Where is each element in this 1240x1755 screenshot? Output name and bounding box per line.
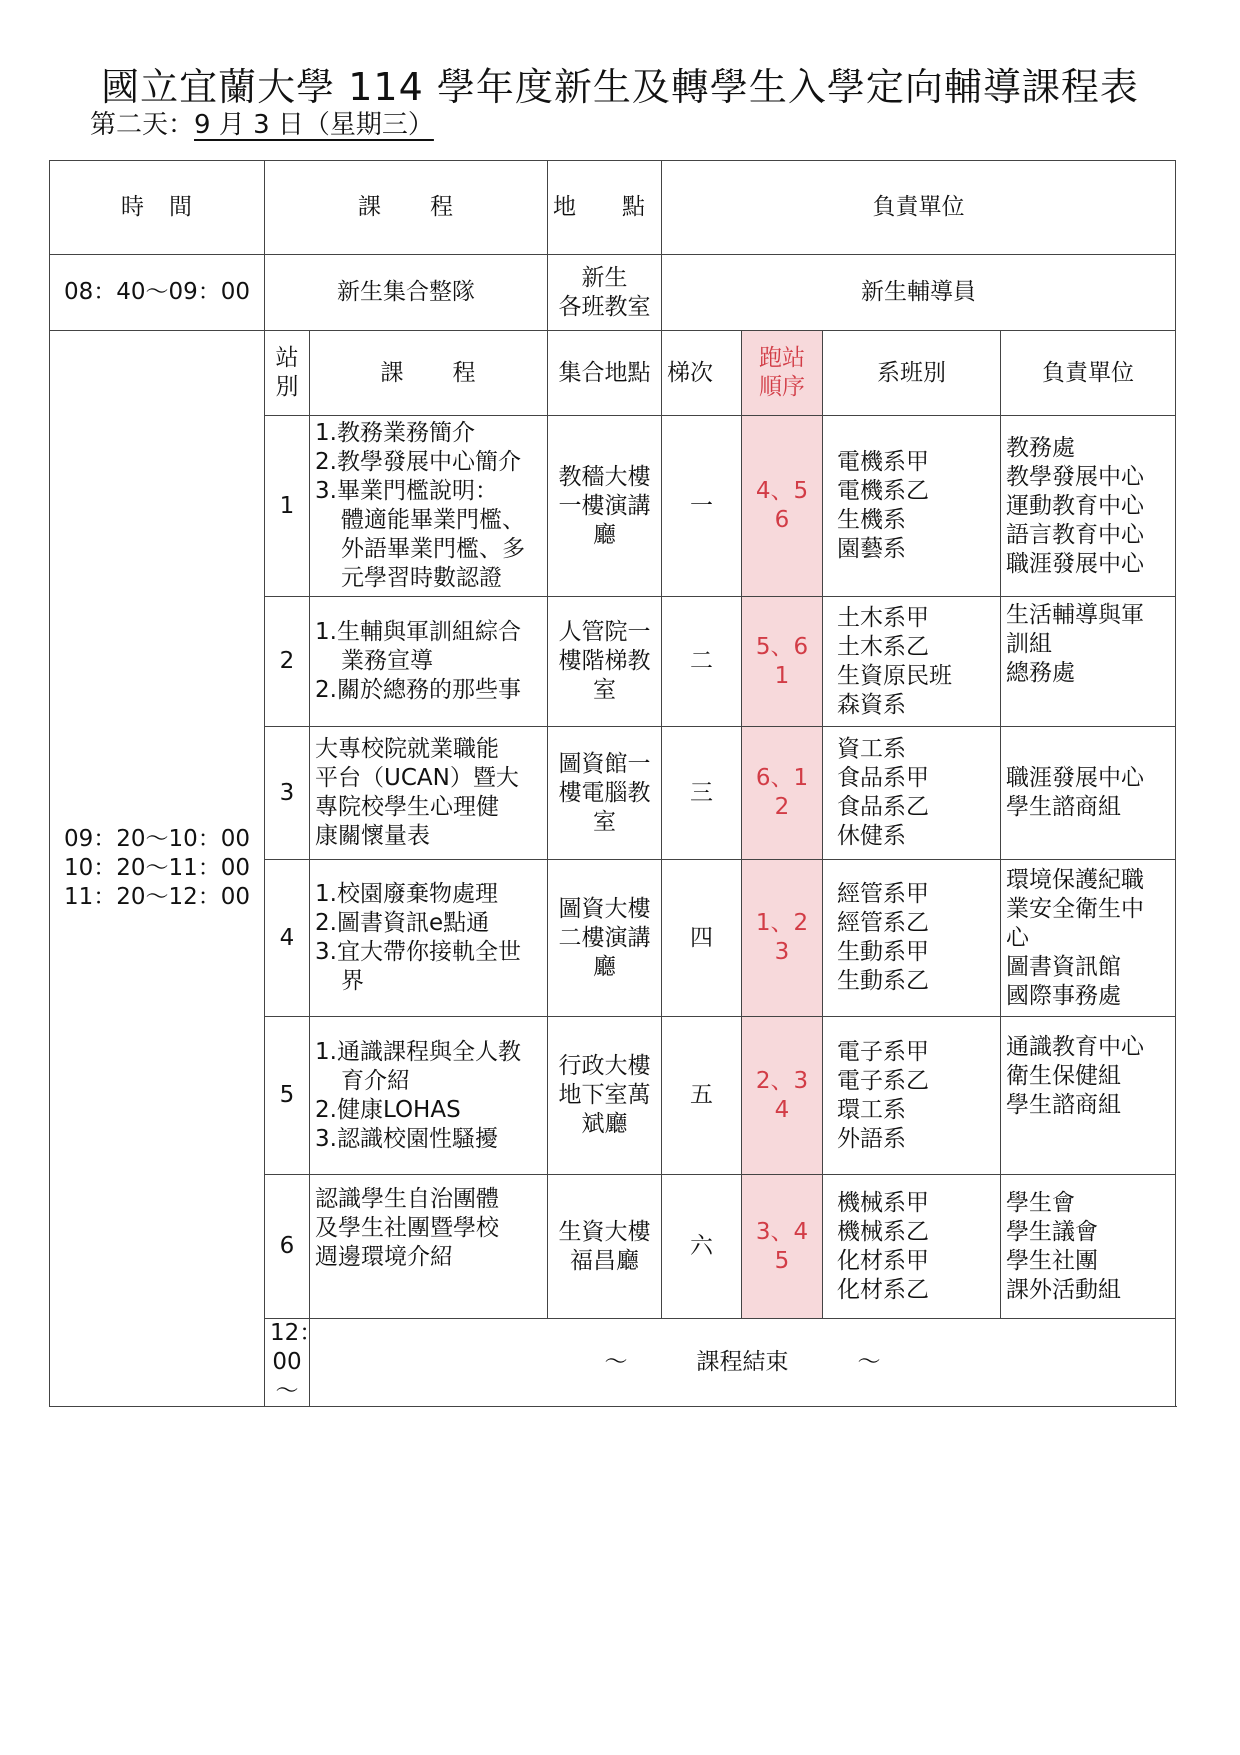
unit-line: 教學發展中心 [1006,463,1144,490]
dept-line: 機械系甲 [837,1189,929,1216]
order-line: 6、1 [755,765,809,791]
unit-line: 運動教育中心 [1006,492,1144,519]
ending-time: 12：00～ [265,1319,310,1407]
station-depts [823,860,1001,1017]
station-order [742,416,823,597]
dept-line: 經管系甲 [837,881,929,907]
unit-line: 職涯發展中心 [1006,550,1144,577]
course-line: 認識學生自治團體 [315,1186,499,1212]
station-depts [823,1017,1001,1175]
place-line: 人管院一 [558,619,651,645]
dept-line: 食品系乙 [837,794,929,820]
place-line: 廳 [593,953,616,980]
assembly-place [548,255,662,331]
dept-line: 生動系乙 [837,968,929,994]
sub-header-batch: 梯次 [662,331,742,416]
station-number: 3 [265,727,310,860]
station-units [1001,1017,1176,1175]
order-line: 2 [774,794,790,820]
unit-line: 總務處 [1006,660,1075,686]
unit-line: 國際事務處 [1006,982,1121,1009]
unit-line: 環境保護紀職 [1006,866,1144,893]
unit-line: 職涯發展中心 [1006,765,1144,791]
unit-line: 訓組 [1006,631,1052,657]
dept-line: 資工系 [837,736,906,762]
station-depts [823,597,1001,727]
course-line: 1.校園廢棄物處理 [315,881,498,907]
place-line: 室 [593,808,616,835]
place-line: 圖資館一 [558,750,651,777]
place-line: 二樓演講 [558,924,651,951]
course-line: 康關懷量表 [315,823,430,849]
schedule-table [49,160,1176,1407]
station-course [310,416,548,597]
unit-line: 課外活動組 [1006,1276,1121,1303]
dept-line: 電子系甲 [837,1038,929,1065]
course-line: 及學生社團暨學校 [315,1215,499,1241]
header-time: 時 間 [50,161,265,255]
page-subtitle [90,104,434,141]
station-place [548,416,662,597]
dept-line: 環工系 [837,1096,906,1123]
course-line: 平台（UCAN）暨大 [315,765,519,791]
course-line: 1.教務業務簡介 [315,420,475,446]
sub-header-course: 課 程 [310,331,548,416]
place-line: 行政大樓 [558,1053,651,1079]
station-units [1001,416,1176,597]
dept-line: 外語系 [837,1125,906,1152]
unit-line: 業安全衛生中 [1006,895,1144,922]
station-batch: 四 [662,860,742,1017]
course-line: 3.認識校園性騷擾 [315,1125,498,1152]
order-line: 3、4 [755,1218,809,1245]
dept-line: 機械系乙 [837,1218,929,1245]
unit-line: 圖書資訊館 [1006,953,1121,980]
place-line: 一樓演講 [558,492,651,519]
station-batch: 二 [662,597,742,727]
station-depts [823,416,1001,597]
station-units [1001,597,1176,727]
sub-header-meet-place: 集合地點 [548,331,662,416]
assembly-place-line: 新生 [581,264,628,291]
subtitle-prefix: 第二天： [90,110,195,140]
sub-header-dept: 系班別 [823,331,1001,416]
course-line: 週邊環境介紹 [315,1244,453,1270]
place-line: 斌廳 [581,1111,628,1137]
course-line: 1.生輔與軍訓組綜合 [315,619,521,645]
unit-line: 學生會 [1006,1189,1075,1216]
header-course: 課 程 [265,161,548,255]
dept-line: 化材系甲 [837,1247,929,1274]
time-slot: 09：20～10：00 [63,826,251,852]
order-line: 5 [774,1247,790,1274]
unit-line: 學生社團 [1006,1247,1098,1274]
order-line: 4 [774,1096,790,1123]
course-line: 體適能畢業門檻、 [341,507,525,533]
dept-line: 電機系甲 [837,449,929,475]
place-line: 室 [593,677,616,703]
course-line: 1.通識課程與全人教 [315,1038,521,1065]
order-line: 2、3 [755,1067,809,1094]
station-course [310,727,548,860]
place-line: 廳 [593,521,616,548]
station-batch: 五 [662,1017,742,1175]
order-line: 6 [774,507,790,533]
assembly-row [50,255,1176,331]
course-line: 2.圖書資訊e點通 [315,910,490,936]
order-line: 1 [774,662,790,689]
station-number: 6 [265,1175,310,1319]
order-line: 1、2 [755,910,809,936]
sub-header-station [265,331,310,416]
sub-header-station-line: 別 [275,374,299,400]
sub-header-order-line: 跑站 [759,345,805,371]
sub-header-order-line: 順序 [759,374,805,400]
course-line: 3.畢業門檻說明： [315,478,498,504]
sub-header-unit: 負責單位 [1001,331,1176,416]
station-batch: 三 [662,727,742,860]
station-place [548,1175,662,1319]
course-line: 2.關於總務的那些事 [315,677,521,703]
station-course [310,1017,548,1175]
course-line: 界 [341,968,364,994]
course-line: 專院校學生心理健 [315,794,499,820]
order-line: 5、6 [755,633,809,660]
unit-line: 通識教育中心 [1006,1034,1144,1060]
unit-line: 衛生保健組 [1006,1063,1121,1089]
unit-line: 生活輔導與軍 [1006,602,1144,628]
course-line: 大專校院就業職能 [315,736,499,762]
station-order [742,1017,823,1175]
dept-line: 森資系 [837,691,906,718]
station-number: 5 [265,1017,310,1175]
course-line: 2.教學發展中心簡介 [315,449,521,475]
station-batch: 一 [662,416,742,597]
ending-text: ～ 課程結束 ～ [310,1319,1176,1407]
page-title: 國立宜蘭大學 114 學年度新生及轉學生入學定向輔導課程表 [101,65,1139,109]
place-line: 生資大樓 [558,1218,651,1245]
station-number: 4 [265,860,310,1017]
place-line: 地下室萬 [558,1082,651,1108]
time-slot: 11：20～12：00 [63,884,251,910]
dept-line: 食品系甲 [837,765,929,791]
station-depts [823,727,1001,860]
dept-line: 經管系乙 [837,910,929,936]
dept-line: 化材系乙 [837,1276,929,1303]
dept-line: 生機系 [837,507,906,533]
station-number: 1 [265,416,310,597]
station-order [742,860,823,1017]
unit-line: 學生諮商組 [1006,1092,1121,1118]
station-units [1001,1175,1176,1319]
dept-line: 休健系 [837,823,906,849]
place-line: 樓電腦教 [558,779,651,806]
unit-line: 學生諮商組 [1006,794,1121,820]
course-line: 3.宜大帶你接軌全世 [315,939,521,965]
station-place [548,860,662,1017]
course-line: 2.健康LOHAS [315,1096,461,1123]
dept-line: 電機系乙 [837,478,929,504]
unit-line: 教務處 [1006,434,1075,461]
assembly-unit: 新生輔導員 [662,255,1176,331]
header-place: 地 點 [548,161,662,255]
dept-line: 土木系甲 [837,604,929,631]
unit-line: 語言教育中心 [1006,521,1144,548]
sub-header-row [50,331,1176,416]
station-depts [823,1175,1001,1319]
time-slots-cell [50,331,265,1407]
unit-line: 心 [1006,924,1029,951]
sub-header-order [742,331,823,416]
subtitle-date: 9 月 3 日（星期三） [194,110,434,140]
station-place [548,597,662,727]
station-course [310,597,548,727]
header-unit: 負責單位 [662,161,1176,255]
order-line: 3 [774,939,790,965]
sub-header-station-line: 站 [275,345,299,371]
station-number: 2 [265,597,310,727]
assembly-course: 新生集合整隊 [265,255,548,331]
dept-line: 生動系甲 [837,939,929,965]
place-line: 圖資大樓 [558,895,651,922]
station-order [742,597,823,727]
assembly-place-line: 各班教室 [558,293,651,320]
station-course [310,860,548,1017]
place-line: 福昌廳 [570,1247,639,1274]
station-batch: 六 [662,1175,742,1319]
station-place [548,1017,662,1175]
course-line: 育介紹 [341,1067,410,1094]
time-slot: 10：20～11：00 [63,855,251,881]
order-line: 4、5 [755,478,809,504]
dept-line: 電子系乙 [837,1067,929,1094]
place-line: 教穡大樓 [558,463,651,490]
station-order [742,727,823,860]
station-units [1001,860,1176,1017]
assembly-time: 08：40～09：00 [50,255,265,331]
station-course [310,1175,548,1319]
dept-line: 土木系乙 [837,633,929,660]
unit-line: 學生議會 [1006,1218,1098,1245]
course-line: 外語畢業門檻、多 [341,536,525,562]
dept-line: 園藝系 [837,536,906,562]
course-line: 元學習時數認證 [341,565,502,591]
station-units [1001,727,1176,860]
place-line: 樓階梯教 [558,648,651,674]
station-place [548,727,662,860]
course-line: 業務宣導 [341,648,433,674]
station-order [742,1175,823,1319]
header-row [50,161,1176,255]
dept-line: 生資原民班 [837,662,952,689]
